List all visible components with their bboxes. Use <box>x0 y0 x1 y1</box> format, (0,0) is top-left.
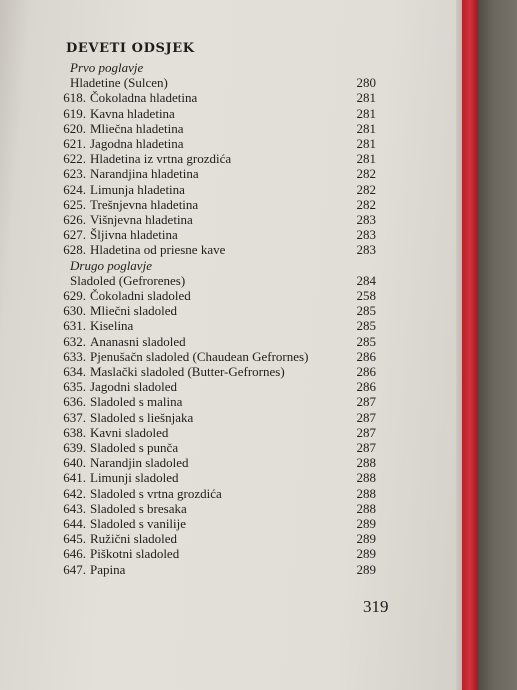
entry-page: 282 <box>356 166 376 182</box>
toc-entry <box>60 197 390 212</box>
entry-page: 281 <box>356 151 376 167</box>
entry-page: 285 <box>356 333 376 349</box>
entry-title: Drugo poglavje <box>70 257 152 273</box>
entry-page: 289 <box>356 546 376 562</box>
entry-number: 628. <box>63 242 86 258</box>
toc-entry <box>60 182 390 197</box>
toc-entry <box>60 516 390 531</box>
entry-number: 632. <box>63 333 86 349</box>
entry-page: 287 <box>356 424 376 440</box>
entry-title: Šljivna hladetina <box>90 227 178 243</box>
entry-page: 289 <box>356 531 376 547</box>
entry-number: 646. <box>63 546 86 562</box>
entry-page: 284 <box>356 272 376 288</box>
entry-page: 287 <box>356 409 376 425</box>
entry-number: 619. <box>63 105 86 121</box>
entry-page: 289 <box>356 561 376 577</box>
entry-page: 281 <box>356 105 376 121</box>
toc-entry <box>60 364 390 379</box>
entry-page: 287 <box>356 440 376 455</box>
entry-page: 282 <box>356 181 376 197</box>
entry-title: Narandjina hladetina <box>90 166 199 182</box>
entry-title: Hladetina iz vrtna grozdića <box>90 151 232 167</box>
chapter-subheading <box>60 60 390 75</box>
entry-title: Ananasni sladoled <box>90 333 186 349</box>
entry-title: Sladoled s punča <box>90 440 179 455</box>
toc-entry <box>60 136 390 151</box>
entry-number: 631. <box>63 318 86 334</box>
toc-entry <box>60 288 390 303</box>
red-book-cover <box>462 0 478 690</box>
entry-title: Papina <box>90 561 126 577</box>
entry-number: 625. <box>63 196 86 212</box>
entry-page: 288 <box>356 485 376 501</box>
entry-number: 623. <box>63 166 86 182</box>
entry-title: Sladoled s malina <box>90 394 183 410</box>
entry-title: Maslački sladoled (Butter-Gefrornes) <box>90 364 285 379</box>
entry-title: Višnjevna hladetina <box>90 212 193 227</box>
toc-entry <box>60 121 390 136</box>
entry-page: 280 <box>356 75 376 91</box>
toc-entry <box>60 501 390 516</box>
toc-entry <box>60 303 390 318</box>
entry-title: Sladoled (Gefrorenes) <box>70 272 186 288</box>
entry-number: 624. <box>63 181 86 197</box>
toc-entry <box>60 394 390 409</box>
entry-title: Mliečna hladetina <box>90 120 184 136</box>
entry-page: 287 <box>356 394 376 410</box>
entry-number: 641. <box>63 470 86 486</box>
entry-title: Čokoladni sladoled <box>90 288 191 303</box>
toc-entry <box>60 334 390 349</box>
toc-entry <box>60 242 390 257</box>
entry-number: 647. <box>63 561 86 577</box>
toc-entry <box>60 425 390 440</box>
entry-title: Sladoled s vanilije <box>90 516 187 531</box>
entry-page: 258 <box>356 288 376 303</box>
entry-number: 635. <box>63 379 86 395</box>
entry-page: 282 <box>356 196 376 212</box>
entry-page: 281 <box>356 120 376 136</box>
entry-number: 639. <box>63 440 86 455</box>
entry-number: 618. <box>63 90 86 106</box>
entry-page: 285 <box>356 318 376 334</box>
entry-page: 283 <box>356 227 376 243</box>
entry-title: Pjenušačn sladoled (Chaudean Gefrornes) <box>90 348 309 364</box>
entry-title: Kiselina <box>90 318 134 334</box>
toc-entry <box>60 212 390 227</box>
toc-entry <box>60 531 390 546</box>
toc-entry <box>60 90 390 105</box>
entry-number: 620. <box>63 120 86 136</box>
entry-title: Ružični sladoled <box>90 531 178 547</box>
entry-number: 642. <box>63 485 86 501</box>
entry-title: Kavni sladoled <box>90 424 169 440</box>
entry-page: 289 <box>356 516 376 531</box>
entry-page: 286 <box>356 379 376 395</box>
entry-page: 288 <box>356 470 376 486</box>
entry-number: 643. <box>63 500 86 516</box>
entry-number: 629. <box>63 288 86 303</box>
entry-page: 286 <box>356 364 376 379</box>
chapter-title <box>60 273 390 288</box>
entry-number: 621. <box>63 136 86 151</box>
entry-number: 644. <box>63 516 86 531</box>
entry-title: Trešnjevna hladetina <box>90 196 199 212</box>
cover-shadow <box>478 0 517 690</box>
entry-page: 288 <box>356 500 376 516</box>
page-number: 319 <box>363 597 389 616</box>
toc-entry <box>60 151 390 166</box>
entry-title: Jagodna hladetina <box>90 136 184 151</box>
toc-entry <box>60 455 390 470</box>
entry-number: 622. <box>63 151 86 167</box>
toc-entry <box>60 166 390 181</box>
entry-title: Sladoled s vrtna grozdića <box>90 485 222 501</box>
entry-number: 626. <box>63 212 86 227</box>
toc-entry <box>60 440 390 455</box>
toc-entry <box>60 486 390 501</box>
entry-page: 288 <box>356 455 376 471</box>
entry-title: Limunji sladoled <box>90 470 179 486</box>
toc-entry <box>60 318 390 333</box>
toc-entry <box>60 546 390 561</box>
entry-number: 636. <box>63 394 86 410</box>
entry-title: Sladoled s liešnjaka <box>90 409 194 425</box>
entry-number: 634. <box>63 364 86 379</box>
entry-number: 638. <box>63 424 86 440</box>
entry-title: Piškotni sladoled <box>90 546 180 562</box>
entry-page: 283 <box>356 242 376 258</box>
entry-number: 645. <box>63 531 86 547</box>
entry-title: Sladoled s bresaka <box>90 500 187 516</box>
toc-entry <box>60 106 390 121</box>
entry-title: Limunja hladetina <box>90 181 185 197</box>
toc-entry <box>60 470 390 485</box>
chapter-subheading <box>60 258 390 273</box>
entry-page: 281 <box>356 136 376 151</box>
entry-number: 640. <box>63 455 86 471</box>
toc-entry <box>60 562 390 577</box>
entry-title: Hladetina od priesne kave <box>90 242 226 258</box>
toc-entry <box>60 349 390 364</box>
entry-title: Mliečni sladoled <box>90 303 178 319</box>
entry-number: 637. <box>63 409 86 425</box>
entry-number: 630. <box>63 303 86 319</box>
entry-number: 627. <box>63 227 86 243</box>
entry-title: Čokoladna hladetina <box>90 90 198 106</box>
entry-title: Kavna hladetina <box>90 105 175 121</box>
entry-page: 281 <box>356 90 376 106</box>
section-heading: DEVETI ODSJEK <box>66 41 195 56</box>
toc-entry <box>60 410 390 425</box>
entry-page: 283 <box>356 212 376 227</box>
entry-title: Prvo poglavje <box>70 60 144 75</box>
entry-title: Narandjin sladoled <box>90 455 189 471</box>
entry-title: Jagodni sladoled <box>90 379 178 395</box>
toc-entry <box>60 227 390 242</box>
chapter-title <box>60 75 390 90</box>
entry-title: Hladetine (Sulcen) <box>70 75 168 91</box>
entry-number: 633. <box>63 348 86 364</box>
toc-entry <box>60 379 390 394</box>
entry-page: 285 <box>356 303 376 319</box>
entry-page: 286 <box>356 348 376 364</box>
